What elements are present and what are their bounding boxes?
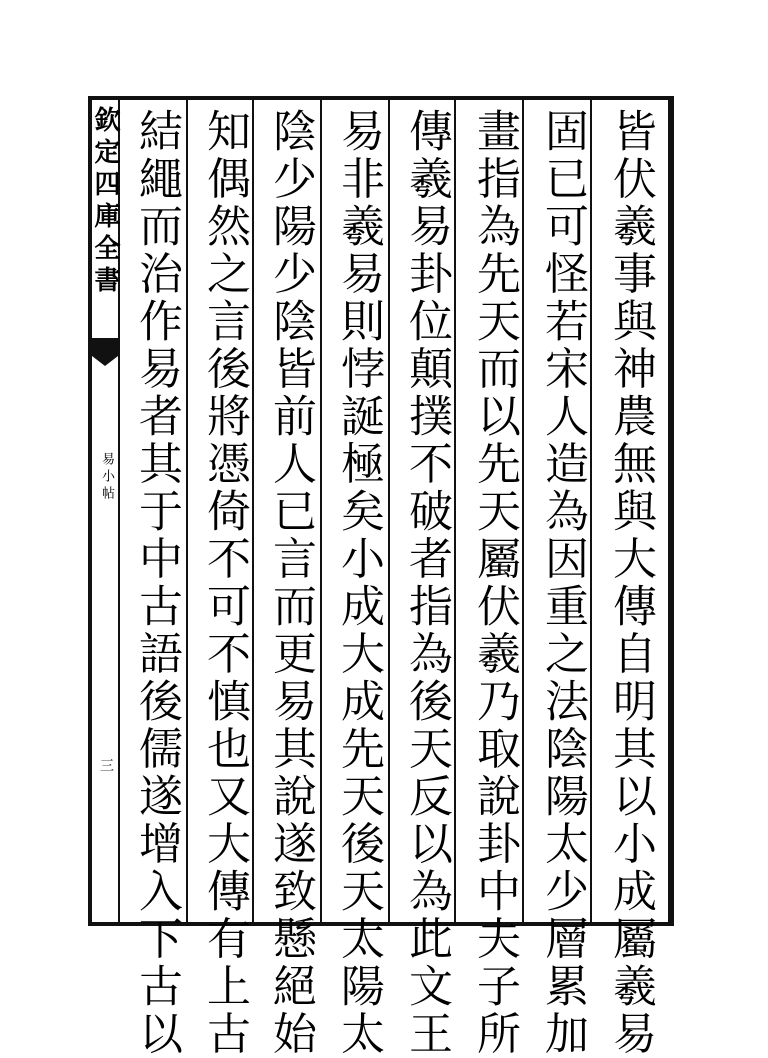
text-column-3: 畫指為先天而以先天屬伏羲乃取說卦中夫子所 xyxy=(469,108,520,1058)
text-column-6: 陰少陽少陰皆前人已言而更易其說遂致懸絕始 xyxy=(265,108,316,1058)
text-column-8: 結繩而治作易者其于中古語後儒遂增入下古以 xyxy=(131,108,182,1058)
folio-number: 三 xyxy=(98,758,114,772)
fishtail-mark xyxy=(92,338,118,366)
text-column-7: 知偶然之言後將憑倚不可不慎也又大傳有上古 xyxy=(199,108,250,1058)
text-column-1: 皆伏羲事與神農無與大傳自明其以小成屬羲易 xyxy=(605,108,656,1058)
fishtail-triangle xyxy=(92,356,118,366)
fishtail-bar xyxy=(92,338,118,356)
text-column-2: 固已可怪若宋人造為因重之法陰陽太少層累加 xyxy=(537,108,588,1058)
margin-title: 欽定四庫全書 xyxy=(90,106,120,298)
text-column-5: 易非羲易則悖誕極矣小成大成先天後天太陽太 xyxy=(333,108,384,1058)
text-column-4: 傳羲易卦位顛撲不破者指為後天反以為此文王 xyxy=(401,108,452,1058)
book-name: 易小帖 xyxy=(99,452,114,503)
